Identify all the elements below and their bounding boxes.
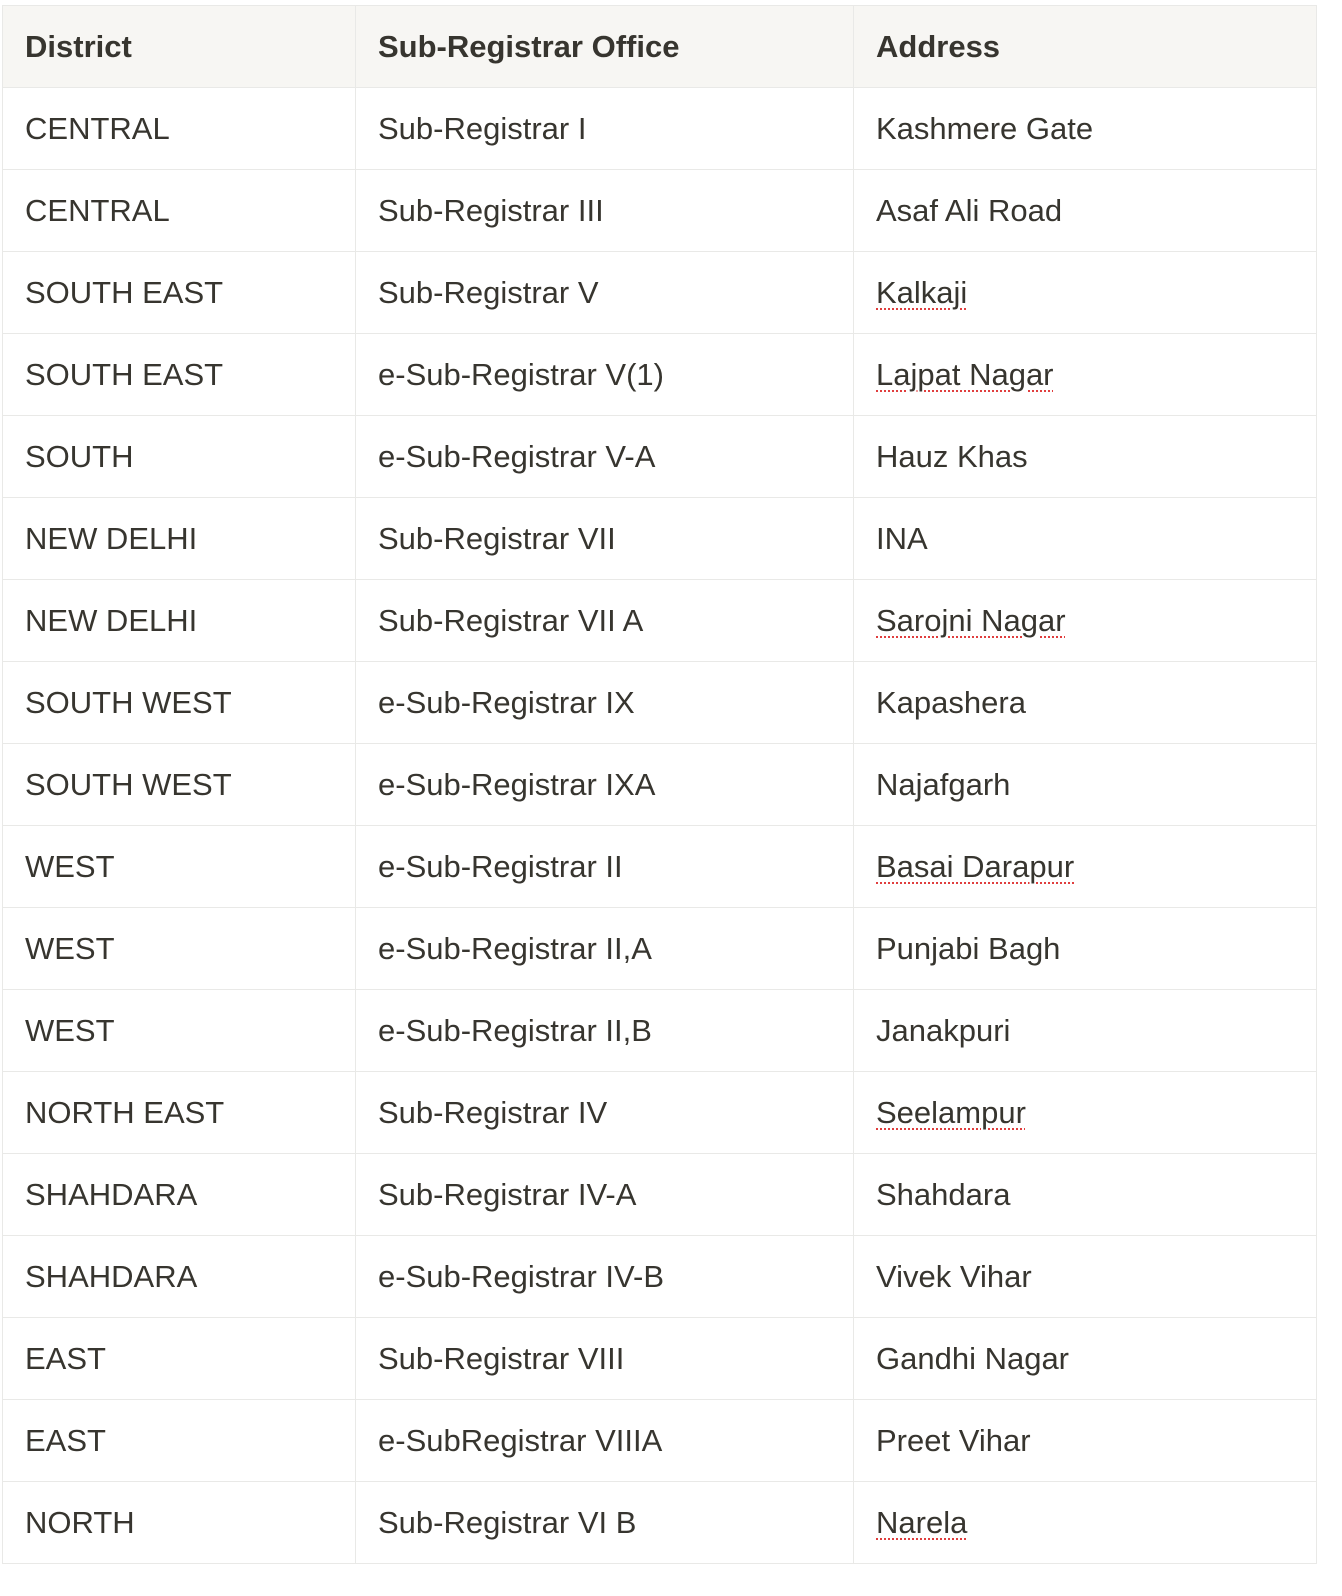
cell-district[interactable]: SOUTH WEST bbox=[3, 744, 356, 826]
address-text: Kalkaji bbox=[876, 274, 968, 310]
column-header-district[interactable]: District bbox=[3, 6, 356, 88]
address-text: Sarojni Nagar bbox=[876, 602, 1066, 638]
address-text: Najafgarh bbox=[876, 766, 1011, 802]
cell-district[interactable]: NEW DELHI bbox=[3, 580, 356, 662]
address-text: Gandhi Nagar bbox=[876, 1340, 1070, 1376]
table-row bbox=[3, 1154, 1317, 1236]
table-row bbox=[3, 662, 1317, 744]
cell-district[interactable]: SOUTH WEST bbox=[3, 662, 356, 744]
cell-district[interactable]: SOUTH EAST bbox=[3, 252, 356, 334]
address-text: Preet Vihar bbox=[876, 1422, 1031, 1458]
cell-office[interactable]: Sub-Registrar I bbox=[356, 88, 854, 170]
cell-district[interactable]: CENTRAL bbox=[3, 88, 356, 170]
table-header bbox=[3, 6, 1317, 88]
address-text: Vivek Vihar bbox=[876, 1258, 1032, 1294]
table-row bbox=[3, 744, 1317, 826]
cell-address[interactable] bbox=[854, 908, 1317, 990]
cell-address[interactable] bbox=[854, 334, 1317, 416]
column-header-office[interactable]: Sub-Registrar Office bbox=[356, 6, 854, 88]
address-text: Janakpuri bbox=[876, 1012, 1011, 1048]
cell-district[interactable]: CENTRAL bbox=[3, 170, 356, 252]
address-text: Punjabi Bagh bbox=[876, 930, 1061, 966]
address-text: Lajpat Nagar bbox=[876, 356, 1054, 392]
table-row bbox=[3, 88, 1317, 170]
cell-district[interactable]: SOUTH bbox=[3, 416, 356, 498]
cell-district[interactable]: WEST bbox=[3, 908, 356, 990]
cell-address[interactable] bbox=[854, 1154, 1317, 1236]
registrar-table-container bbox=[2, 5, 1316, 1564]
table-row bbox=[3, 1400, 1317, 1482]
cell-office[interactable]: Sub-Registrar III bbox=[356, 170, 854, 252]
cell-office[interactable]: Sub-Registrar VIII bbox=[356, 1318, 854, 1400]
cell-address[interactable] bbox=[854, 252, 1317, 334]
cell-address[interactable] bbox=[854, 744, 1317, 826]
cell-address[interactable] bbox=[854, 1482, 1317, 1564]
address-text: Shahdara bbox=[876, 1176, 1011, 1212]
header-row bbox=[3, 6, 1317, 88]
cell-office[interactable]: Sub-Registrar IV bbox=[356, 1072, 854, 1154]
table-row bbox=[3, 1318, 1317, 1400]
table-row bbox=[3, 252, 1317, 334]
cell-office[interactable]: e-Sub-Registrar IV-B bbox=[356, 1236, 854, 1318]
cell-office[interactable]: e-Sub-Registrar V(1) bbox=[356, 334, 854, 416]
address-text: Narela bbox=[876, 1504, 968, 1540]
table-row bbox=[3, 990, 1317, 1072]
cell-address[interactable] bbox=[854, 416, 1317, 498]
cell-address[interactable] bbox=[854, 88, 1317, 170]
cell-address[interactable] bbox=[854, 826, 1317, 908]
cell-address[interactable] bbox=[854, 1236, 1317, 1318]
cell-district[interactable]: SHAHDARA bbox=[3, 1154, 356, 1236]
table-row bbox=[3, 416, 1317, 498]
cell-office[interactable]: e-Sub-Registrar V-A bbox=[356, 416, 854, 498]
cell-address[interactable] bbox=[854, 1072, 1317, 1154]
table-row bbox=[3, 1072, 1317, 1154]
cell-district[interactable]: SHAHDARA bbox=[3, 1236, 356, 1318]
address-text: Basai Darapur bbox=[876, 848, 1075, 884]
table-row bbox=[3, 334, 1317, 416]
cell-district[interactable]: SOUTH EAST bbox=[3, 334, 356, 416]
table-body bbox=[3, 88, 1317, 1564]
address-text: INA bbox=[876, 520, 928, 556]
table-row bbox=[3, 1482, 1317, 1564]
cell-address[interactable] bbox=[854, 580, 1317, 662]
cell-office[interactable]: e-Sub-Registrar IXA bbox=[356, 744, 854, 826]
cell-office[interactable]: e-Sub-Registrar II,A bbox=[356, 908, 854, 990]
cell-address[interactable] bbox=[854, 1318, 1317, 1400]
cell-office[interactable]: Sub-Registrar VII A bbox=[356, 580, 854, 662]
cell-office[interactable]: Sub-Registrar IV-A bbox=[356, 1154, 854, 1236]
cell-address[interactable] bbox=[854, 498, 1317, 580]
cell-office[interactable]: e-Sub-Registrar IX bbox=[356, 662, 854, 744]
cell-district[interactable]: WEST bbox=[3, 826, 356, 908]
table-row bbox=[3, 170, 1317, 252]
table-row bbox=[3, 908, 1317, 990]
cell-district[interactable]: NORTH bbox=[3, 1482, 356, 1564]
cell-office[interactable]: Sub-Registrar V bbox=[356, 252, 854, 334]
registrar-table bbox=[2, 5, 1317, 1564]
cell-office[interactable]: e-SubRegistrar VIIIA bbox=[356, 1400, 854, 1482]
cell-district[interactable]: WEST bbox=[3, 990, 356, 1072]
table-row bbox=[3, 1236, 1317, 1318]
table-row bbox=[3, 580, 1317, 662]
cell-district[interactable]: NEW DELHI bbox=[3, 498, 356, 580]
cell-address[interactable] bbox=[854, 170, 1317, 252]
cell-office[interactable]: e-Sub-Registrar II,B bbox=[356, 990, 854, 1072]
cell-office[interactable]: Sub-Registrar VI B bbox=[356, 1482, 854, 1564]
cell-office[interactable]: Sub-Registrar VII bbox=[356, 498, 854, 580]
address-text: Seelampur bbox=[876, 1094, 1026, 1130]
cell-office[interactable]: e-Sub-Registrar II bbox=[356, 826, 854, 908]
column-header-address[interactable]: Address bbox=[854, 6, 1317, 88]
address-text: Asaf Ali Road bbox=[876, 192, 1063, 228]
cell-address[interactable] bbox=[854, 990, 1317, 1072]
cell-address[interactable] bbox=[854, 1400, 1317, 1482]
table-row bbox=[3, 498, 1317, 580]
address-text: Kashmere Gate bbox=[876, 110, 1094, 146]
cell-district[interactable]: NORTH EAST bbox=[3, 1072, 356, 1154]
cell-address[interactable] bbox=[854, 662, 1317, 744]
table-row bbox=[3, 826, 1317, 908]
cell-district[interactable]: EAST bbox=[3, 1318, 356, 1400]
address-text: Kapashera bbox=[876, 684, 1026, 720]
cell-district[interactable]: EAST bbox=[3, 1400, 356, 1482]
address-text: Hauz Khas bbox=[876, 438, 1028, 474]
